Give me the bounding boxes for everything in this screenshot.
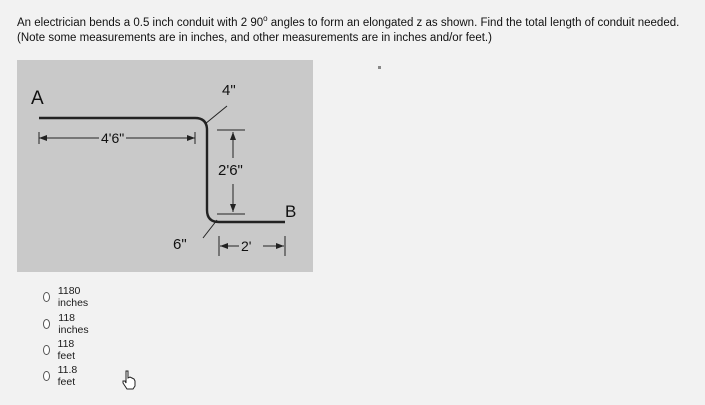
radio-button[interactable] xyxy=(43,292,50,302)
top-dim-left-arrow xyxy=(39,135,47,141)
conduit-line xyxy=(39,118,285,222)
dim-bend-bottom: 6" xyxy=(173,236,187,253)
radio-button[interactable] xyxy=(43,371,50,381)
hand-cursor-icon xyxy=(121,370,137,390)
option-label: 118 inches xyxy=(58,312,89,336)
label-b: B xyxy=(285,202,297,221)
degree-sign: o xyxy=(263,14,268,23)
option-label: 11.8 feet xyxy=(57,364,78,388)
option-118-feet[interactable] xyxy=(43,338,79,362)
vertical-dim-down-arrow xyxy=(230,204,236,212)
question-text xyxy=(17,11,697,46)
radio-button[interactable] xyxy=(43,319,50,329)
bottom-bend-pointer xyxy=(203,220,217,238)
question-text-start: An electrician bends a 0.5 inch conduit with 2 90 xyxy=(17,16,264,29)
stray-dot xyxy=(378,66,381,69)
option-1180-inches[interactable] xyxy=(43,285,91,309)
option-label: 1180 inches xyxy=(57,285,89,309)
option-label: 118 feet xyxy=(57,338,76,362)
label-a: A xyxy=(31,88,44,109)
option-118-inches[interactable] xyxy=(43,312,91,336)
top-bend-pointer xyxy=(205,106,227,124)
bottom-dim-left-arrow xyxy=(220,243,228,249)
option-11-8-feet[interactable] xyxy=(43,364,81,388)
question-text-end: angles to form an elongated z as shown. Find the total length of conduit needed. (Note some measurements are in inches, and other measurements are in inches and/or feet.) xyxy=(17,16,680,44)
top-dim-right-arrow xyxy=(187,135,195,141)
vertical-dim-up-arrow xyxy=(230,132,236,140)
dim-top-length: 4'6" xyxy=(101,130,125,146)
radio-button[interactable] xyxy=(43,345,50,355)
conduit-diagram xyxy=(17,60,313,272)
dim-vertical: 2'6" xyxy=(218,162,243,179)
conduit-figure xyxy=(17,60,313,272)
bottom-dim-right-arrow xyxy=(276,243,284,249)
dim-bend-top: 4" xyxy=(222,82,236,99)
dim-bottom-length: 2' xyxy=(241,238,252,254)
